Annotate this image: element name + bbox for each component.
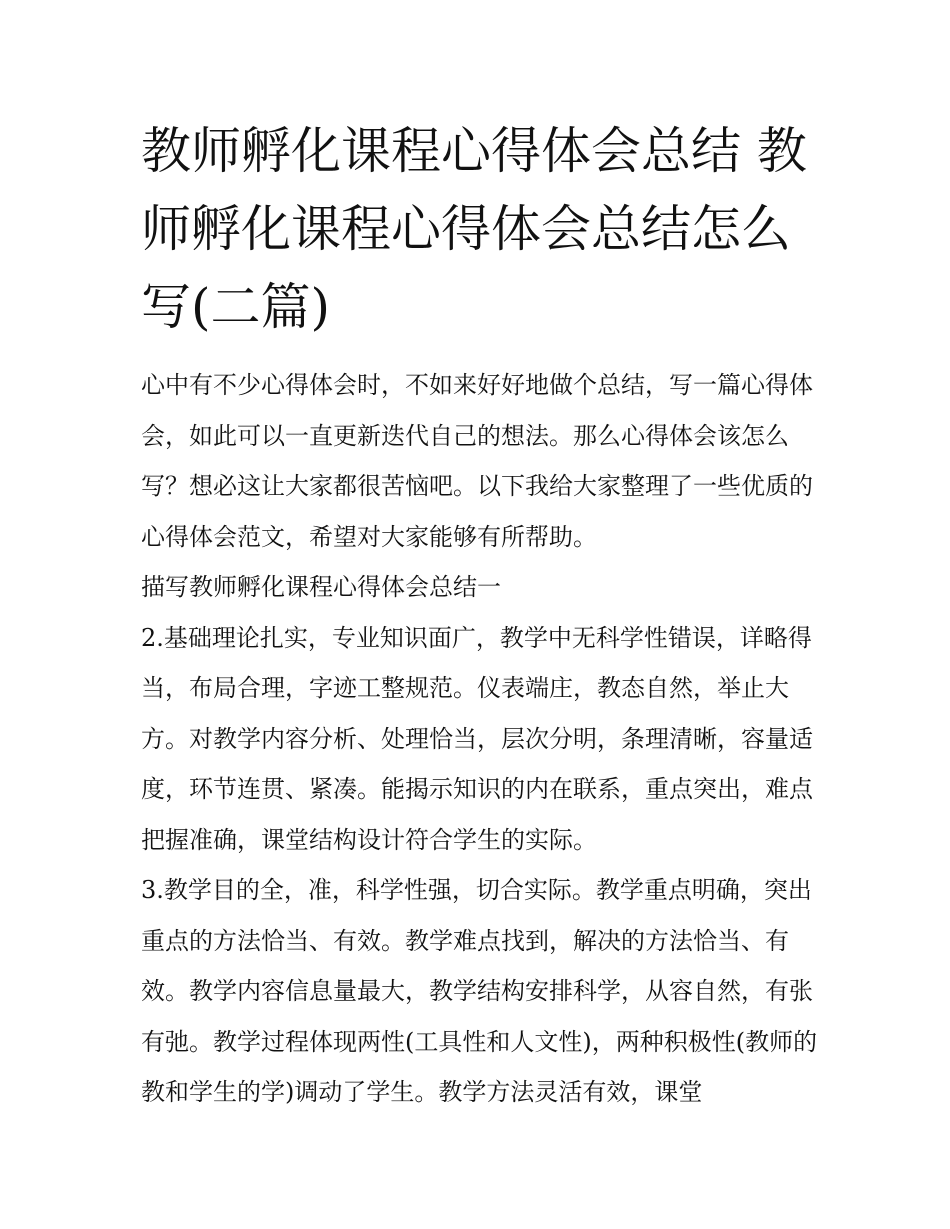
document-body	[141, 360, 821, 1118]
section-heading: 描写教师孵化课程心得体会总结一	[141, 573, 501, 601]
body-paragraph: 2.基础理论扎实，专业知识面广，教学中无科学性错误，详略得当，布局合理，字迹工整规范。仪表端庄，教态自然，举止大方。对教学内容分析、处理恰当，层次分明，条理清晰，容量适度，环节连贯、紧凑。能揭示知识的内在联系，重点突出，难点把握准确，课堂结构设计符合学生的实际。	[141, 623, 813, 854]
document-title: 教师孵化课程心得体会总结 教师孵化课程心得体会总结怎么写(二篇)	[141, 122, 807, 336]
intro-paragraph: 心中有不少心得体会时，不如来好好地做个总结，写一篇心得体会，如此可以一直更新迭代自己的想法。那么心得体会该怎么写？想必这让大家都很苦恼吧。以下我给大家整理了一些优质的心得体会范文，希望对大家能够有所帮助。	[141, 371, 813, 551]
body-paragraph: 3.教学目的全，准，科学性强，切合实际。教学重点明确，突出重点的方法恰当、有效。教学难点找到，解决的方法恰当、有效。教学内容信息量最大，教学结构安排科学，从容自然，有张有弛。教学过程体现两性(工具性和人文性)，两种积极性(教师的教和学生的学)调动了学生。教学方法灵活有效，课堂	[141, 876, 818, 1106]
